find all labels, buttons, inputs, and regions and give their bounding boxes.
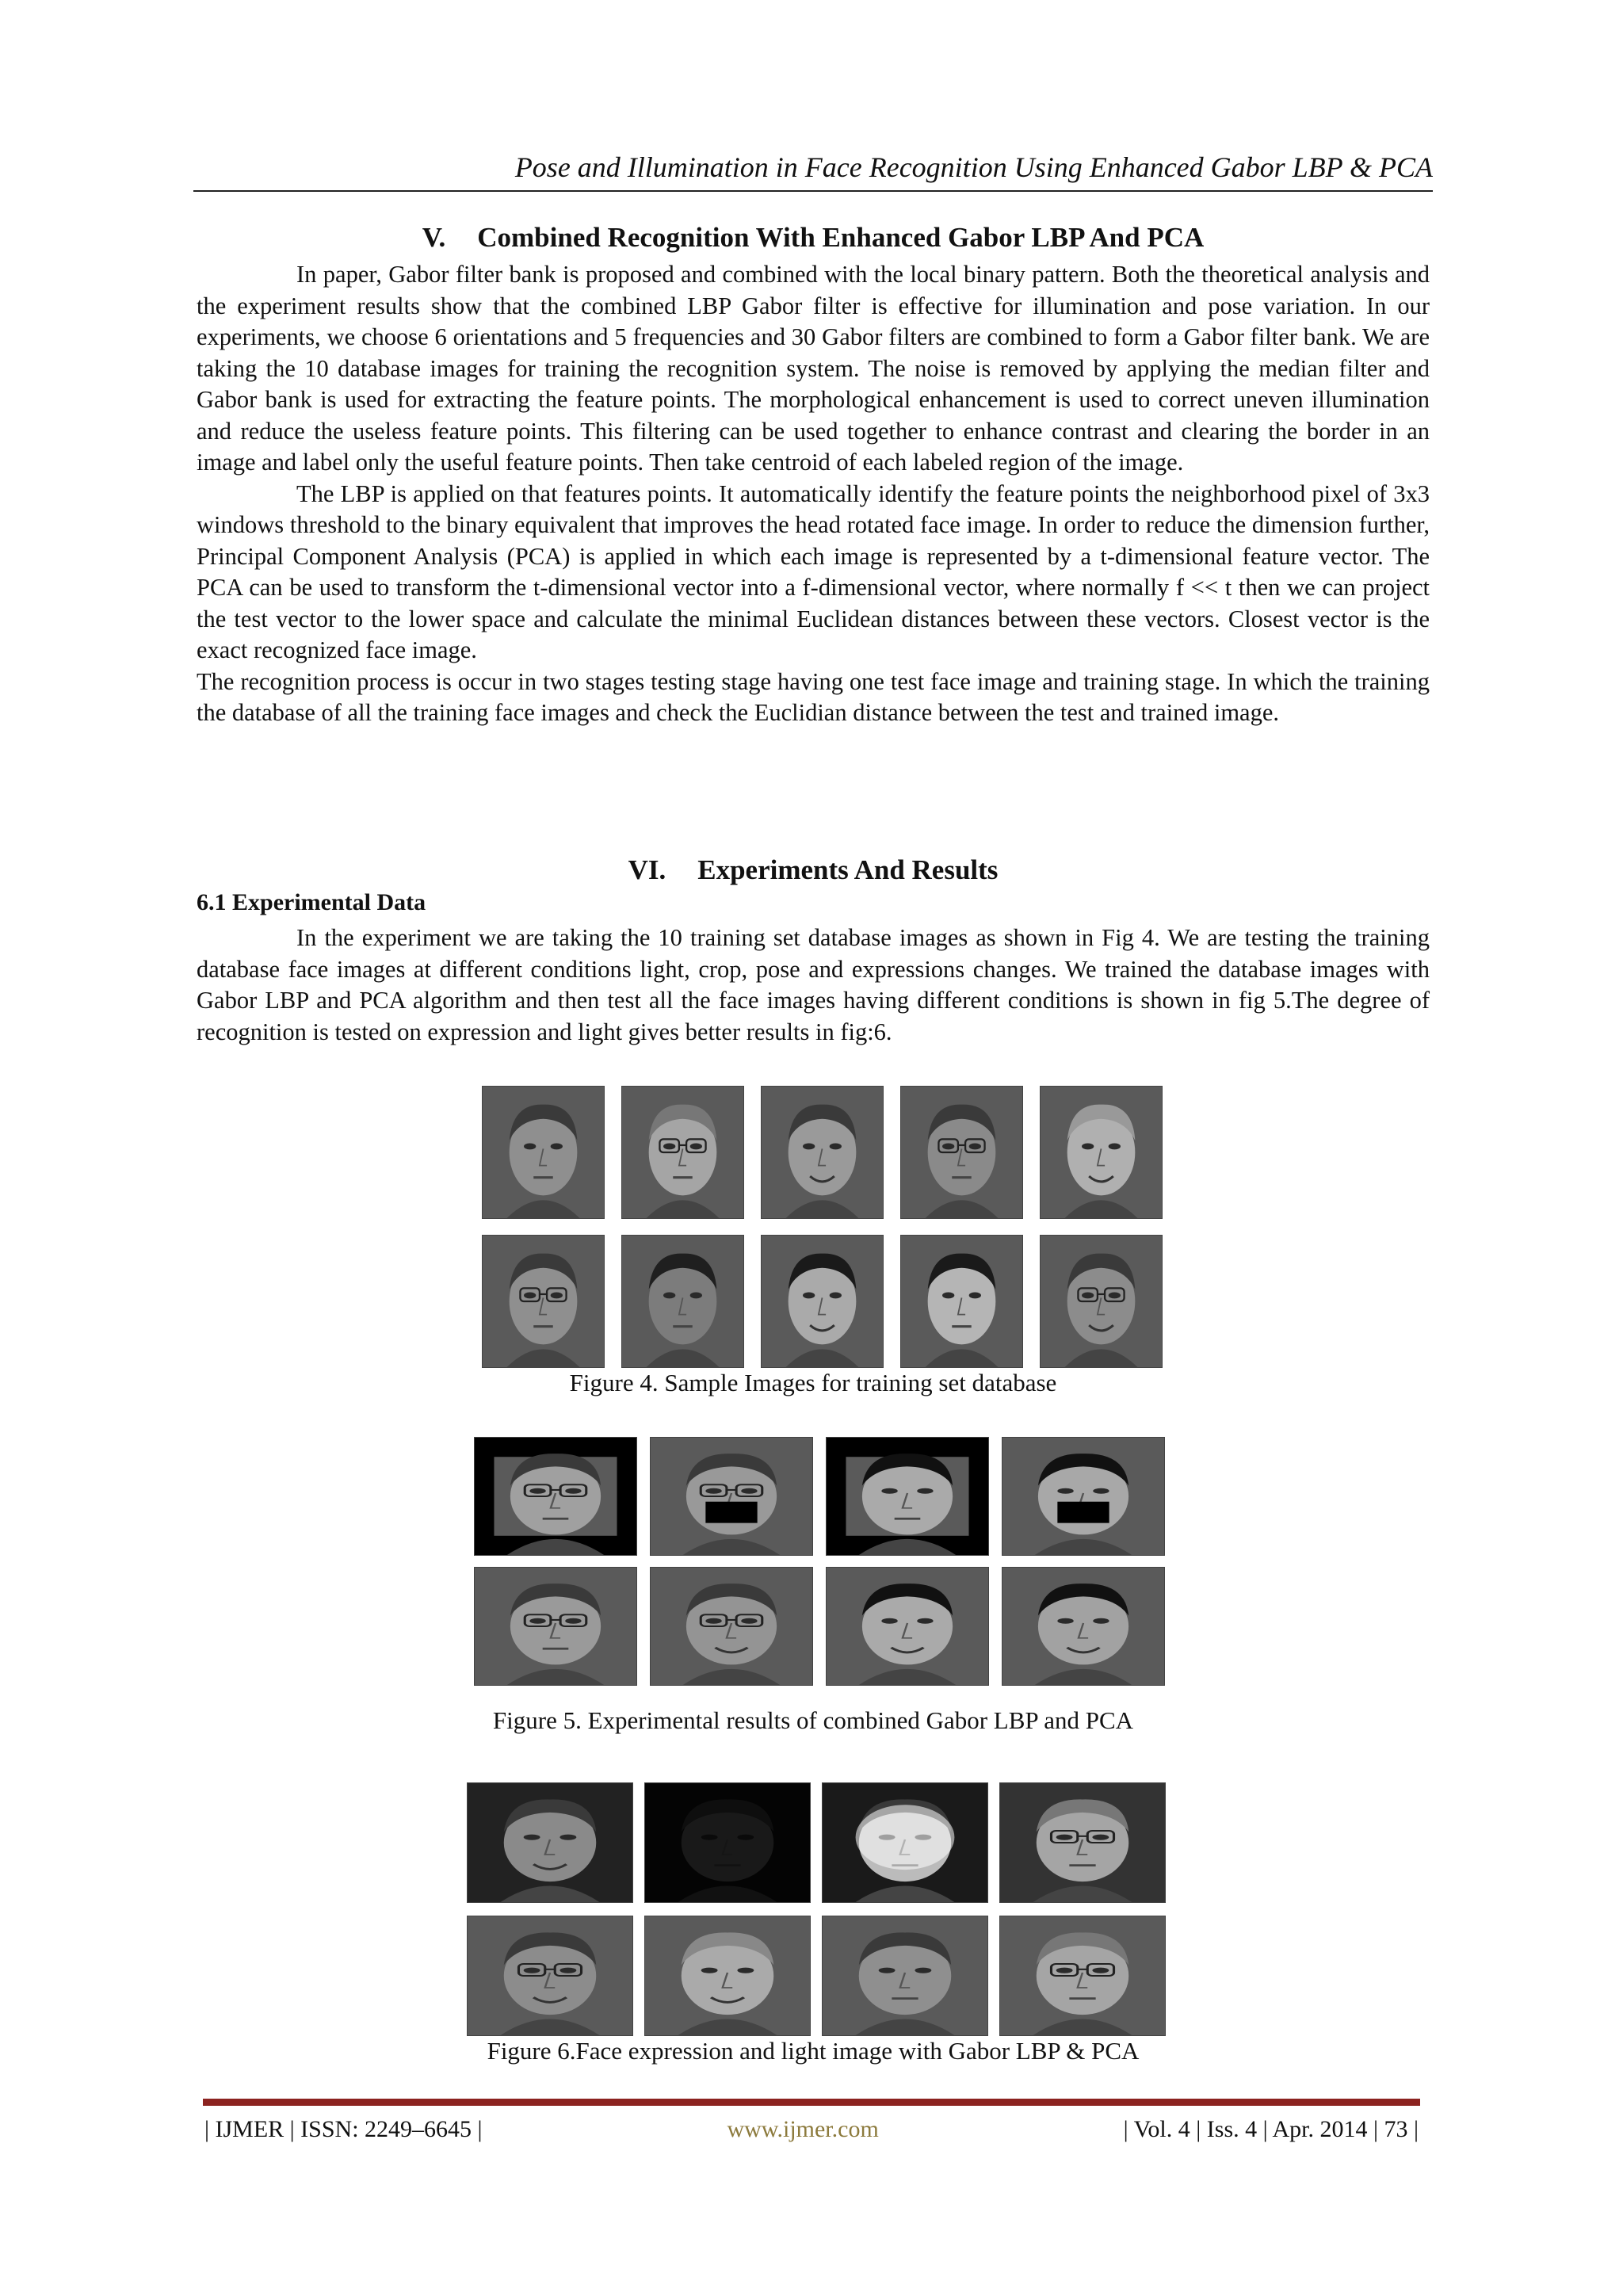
section-6-title: Experiments And Results bbox=[697, 854, 999, 885]
face-image bbox=[644, 1782, 811, 1903]
paragraph: In the experiment we are taking the 10 training set database images as shown in Fig 4. We are testing the training database face images at different conditions light, crop, pose and expressions changes. We trained the database images with Gabor LBP and PCA algorithm and then test all the face images having different conditions is shown in fig 5.The degree of recognition is tested on expression and light gives better results in fig:6. bbox=[197, 924, 1430, 1045]
figure-6 bbox=[467, 1782, 1166, 2036]
face-image bbox=[761, 1235, 884, 1368]
footer-issue-page: | Vol. 4 | Iss. 4 | Apr. 2014 | 73 | bbox=[1123, 2116, 1419, 2142]
running-title: Pose and Illumination in Face Recognition Using Enhanced Gabor LBP & PCA bbox=[514, 151, 1433, 183]
face-image bbox=[474, 1567, 637, 1686]
section-5-heading bbox=[193, 222, 1433, 254]
face-image bbox=[482, 1235, 605, 1368]
section-6-heading bbox=[193, 854, 1433, 886]
face-image bbox=[1040, 1235, 1163, 1368]
face-image bbox=[650, 1567, 813, 1686]
face-image bbox=[761, 1086, 884, 1219]
face-image bbox=[621, 1086, 744, 1219]
face-image bbox=[650, 1437, 813, 1556]
footer-journal-info: | IJMER | ISSN: 2249–6645 | bbox=[204, 2116, 483, 2142]
section-6-number: VI. bbox=[628, 854, 666, 885]
face-image bbox=[826, 1567, 989, 1686]
face-image bbox=[644, 1916, 811, 2036]
face-image bbox=[822, 1916, 988, 2036]
face-image bbox=[900, 1086, 1023, 1219]
face-image bbox=[826, 1437, 989, 1556]
figure-5-caption: Figure 5. Experimental results of combined Gabor LBP and PCA bbox=[492, 1706, 1134, 1734]
section-5-title: Combined Recognition With Enhanced Gabor LBP And PCA bbox=[477, 222, 1205, 253]
face-image bbox=[822, 1782, 988, 1903]
section-5-body bbox=[197, 259, 1430, 729]
footer-website-link[interactable]: www.ijmer.com bbox=[727, 2116, 879, 2142]
figure-4-caption: Figure 4. Sample Images for training set database bbox=[569, 1369, 1057, 1396]
face-image bbox=[999, 1916, 1166, 2036]
figure-6-caption: Figure 6.Face expression and light image with Gabor LBP & PCA bbox=[487, 2037, 1140, 2065]
paragraph: In paper, Gabor filter bank is proposed and combined with the local binary pattern. Both the theoretical analysis and the experiment results show that the combined LBP Gabor filter is effective for illumination and pose variation. In our experiments, we choose 6 orientations and 5 frequencies and 30 Gabor filters are combined to form a Gabor filter bank. We are taking the 10 database images for training the recognition system. The noise is removed by applying the median filter and Gabor bank is used for extracting the feature points. The morphological enhancement is used to correct uneven illumination and reduce the useless feature points. This filtering can be used together to enhance contrast and clearing the border in an image and label only the useful feature points. Then take centroid of each labeled region of the image. bbox=[197, 261, 1430, 476]
face-image bbox=[1040, 1086, 1163, 1219]
footer-rule bbox=[203, 2099, 1420, 2106]
face-image bbox=[1002, 1437, 1165, 1556]
section-5-number: V. bbox=[422, 222, 446, 253]
face-image bbox=[482, 1086, 605, 1219]
subsection-6-1-title: 6.1 Experimental Data bbox=[197, 889, 426, 915]
page-footer bbox=[204, 2116, 1419, 2143]
face-image bbox=[621, 1235, 744, 1368]
face-image bbox=[474, 1437, 637, 1556]
paragraph: The recognition process is occur in two stages testing stage having one test face image and training stage. In which the training the database of all the training face images and check the Euclidian distance between the test and trained image. bbox=[197, 667, 1430, 726]
face-image bbox=[999, 1782, 1166, 1903]
face-image bbox=[1002, 1567, 1165, 1686]
face-image bbox=[900, 1235, 1023, 1368]
face-image bbox=[467, 1916, 633, 2036]
figure-5 bbox=[474, 1437, 1165, 1686]
figure-4 bbox=[482, 1086, 1163, 1368]
paragraph: The LBP is applied on that features points. It automatically identify the feature points the neighborhood pixel of 3x3 windows threshold to the binary equivalent that improves the head rotated face image. In order to reduce the dimension further, Principal Component Analysis (PCA) is applied in which each image is represented by a t-dimensional feature vector. The PCA can be used to transform the t-dimensional vector into a f-dimensional vector, where normally f << t then we can project the test vector to the lower space and calculate the minimal Euclidean distances between these vectors. Closest vector is the exact recognized face image. bbox=[197, 479, 1430, 663]
section-6-body bbox=[197, 923, 1430, 1048]
face-image bbox=[467, 1782, 633, 1903]
header-rule bbox=[193, 190, 1433, 192]
